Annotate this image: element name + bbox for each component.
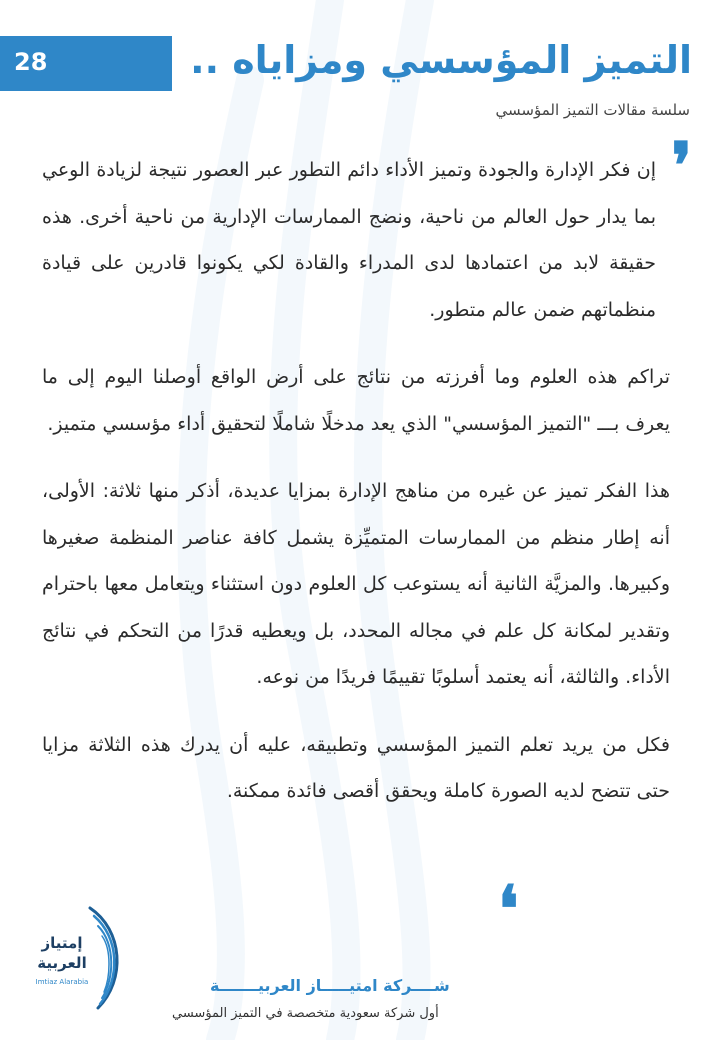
series-subtitle: سلسة مقالات التميز المؤسسي [495,101,690,119]
company-name: شــــركة امتيـــــاز العربيـــــــة [210,976,450,995]
paragraph-1: إن فكر الإدارة والجودة وتميز الأداء دائم التطور عبر العصور نتيجة لزيادة الوعي بما يدار حول العالم من ناحية، ونضج الممارسات الإدارية من ناحية أخرى. هذه حقيقة لابد من اعتمادها لدى المدراء والقادة لكي يكونوا قادرين على قيادة منظماتهم ضمن عالم متطور. [42,159,656,321]
company-tagline: أول شركة سعودية متخصصة في التميز المؤسسي [172,1006,439,1021]
paragraph-3: هذا الفكر تميز عن غيره من مناهج الإدارة بمزايا عديدة، أذكر منها ثلاثة: الأولى، أنه إطار منظم من الممارسات المتميِّزة يشمل كافة عناصر المنظمة صغيرها وكبيرها. والمزيَّة الثانية أنه يستوعب كل العلوم دون استثناء ويتعامل معها باحترام وتقدير لمكانة كل علم في مجاله المحدد، بل ويعطيه قدرًا من التحكم في نتائج الأداء. والثالثة، أنه يعتمد أسلوبًا تقييمًا فريدًا من نوعه. [42,480,670,688]
page-title: التميز المؤسسي ومزاياه .. [190,38,692,82]
paragraph-4: فكل من يريد تعلم التميز المؤسسي وتطبيقه، عليه أن يدرك هذه الثلاثة مزايا حتى تتضح لديه الصورة كاملة ويحقق أقصى فائدة ممكنة. [42,733,670,802]
paragraph-2: تراكم هذه العلوم وما أفرزته من نتائج على أرض الواقع أوصلنا اليوم إلى ما يعرف بـــ "التميز المؤسسي" الذي يعد مدخلًا شاملًا لتحقيق أداء مؤسسي متميز. [42,366,670,435]
article-body [42,147,670,836]
company-logo [28,900,132,1012]
logo-text-line2: العربية [37,954,87,972]
logo-text-line1: إمتياز [41,934,83,952]
opening-quote-icon: ❜ [671,129,692,204]
page-number: 28 [14,48,48,76]
closing-quote-icon: ❛ [498,872,519,947]
page-number-badge [0,36,172,91]
logo-latin-text: Imtiaz Alarabia [35,978,89,986]
